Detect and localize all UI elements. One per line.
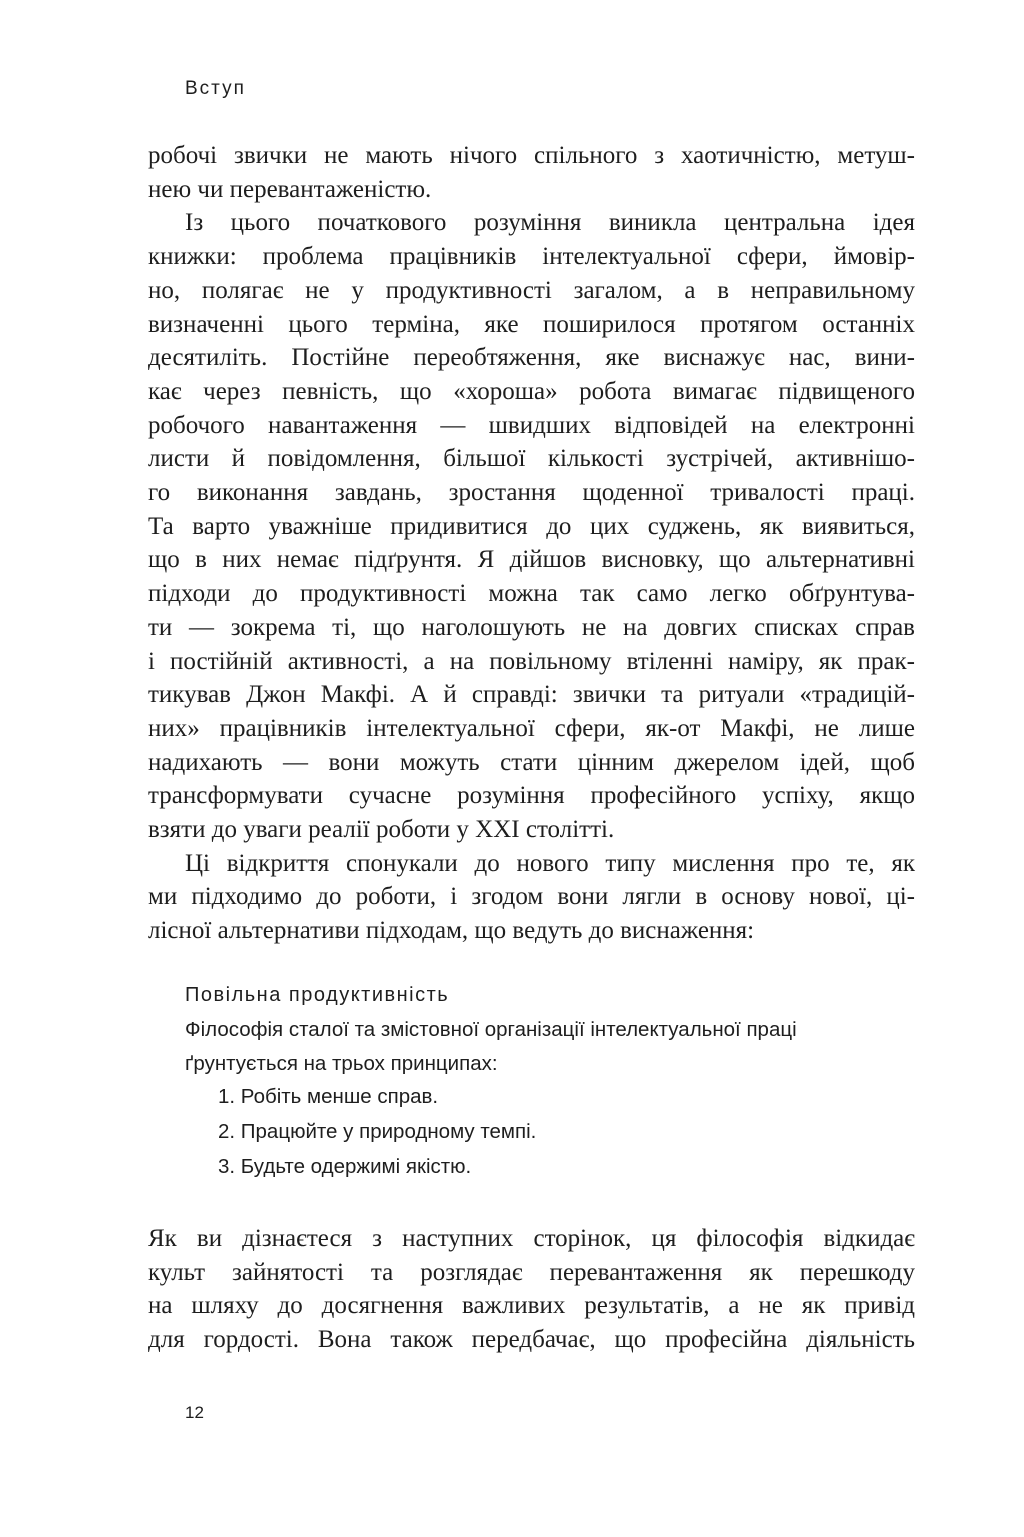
text-line: них» працівників інтелектуальної сфери, як-от Макфі, не лише [148,714,915,742]
text-line: що в них немає підґрунтя. Я дійшов висновку, що альтернативні [148,546,915,574]
principle-item: 1. Робіть менше справ. [218,1085,439,1108]
text-line: книжки: проблема працівників інтелектуальної сфери, ймовір- [148,243,915,271]
text-line: надихають — вони можуть стати цінним джерелом ідей, щоб [148,748,915,776]
text-line: Із цього початкового розуміння виникла центральна ідея [185,209,915,237]
text-line: листи й повідомлення, більшої кількості зустрічей, активнішо- [148,445,915,473]
text-line: тикував Джон Макфі. А й справді: звички та ритуали «традицій- [148,681,915,709]
text-line: ти — зокрема ті, що наголошують не на довгих списках справ [148,613,915,641]
principle-item: 3. Будьте одержимі якістю. [218,1155,472,1178]
text-line: трансформувати сучасне розуміння професійного успіху, якщо [148,782,915,810]
text-line: десятиліть. Постійне переобтяження, яке виснажує нас, вини- [148,344,915,372]
text-line: на шляху до досягнення важливих результатів, а не як привід [148,1292,915,1320]
principle-item: 2. Працюйте у природному темпі. [218,1120,537,1143]
text-line: Ці відкриття спонукали до нового типу мислення про те, як [185,849,915,877]
definition-title: Повільна продуктивність [185,984,450,1006]
definition-line: Філософія сталої та змістовної організації інтелектуальної праці [185,1018,797,1041]
text-line: кає через певність, що «хороша» робота вимагає підвищеного [148,377,915,405]
page-number: 12 [185,1403,204,1422]
text-line: Та варто уважніше придивитися до цих суджень, як виявиться, [148,512,915,540]
text-line: робочого навантаження — швидших відповідей на електронні [148,411,915,439]
text-line: ми підходимо до роботи, і згодом вони лягли в основу нової, ці- [148,883,915,911]
text-line: підходи до продуктивності можна так само легко обґрунтува- [148,580,915,608]
text-line: культ зайнятості та розглядає перевантаження як перешкоду [148,1258,915,1286]
definition-line: ґрунтується на трьох принципах: [185,1051,498,1075]
text-line: для гордості. Вона також передбачає, що професійна діяльність [148,1326,915,1354]
text-line: і постійній активності, а на повільному втіленні наміру, як прак- [148,647,915,675]
text-line: лісної альтернативи підходам, що ведуть до виснаження: [148,917,755,945]
running-header: Вступ [185,78,246,99]
text-line: Як ви дізнаєтеся з наступних сторінок, ця філософія відкидає [148,1225,915,1252]
text-line: робочі звички не мають нічого спільного з хаотичністю, метуш- [148,142,915,169]
text-line: но, полягає не у продуктивності загалом, а в неправильному [148,276,915,304]
text-line: нею чи перевантаженістю. [148,175,432,203]
text-line: взяти до уваги реалії роботи у XXI столітті. [148,816,615,843]
text-line: го виконання завдань, зростання щоденної тривалості праці. [148,479,915,506]
text-line: визначенні цього терміна, яке поширилося протягом останніх [148,310,915,338]
